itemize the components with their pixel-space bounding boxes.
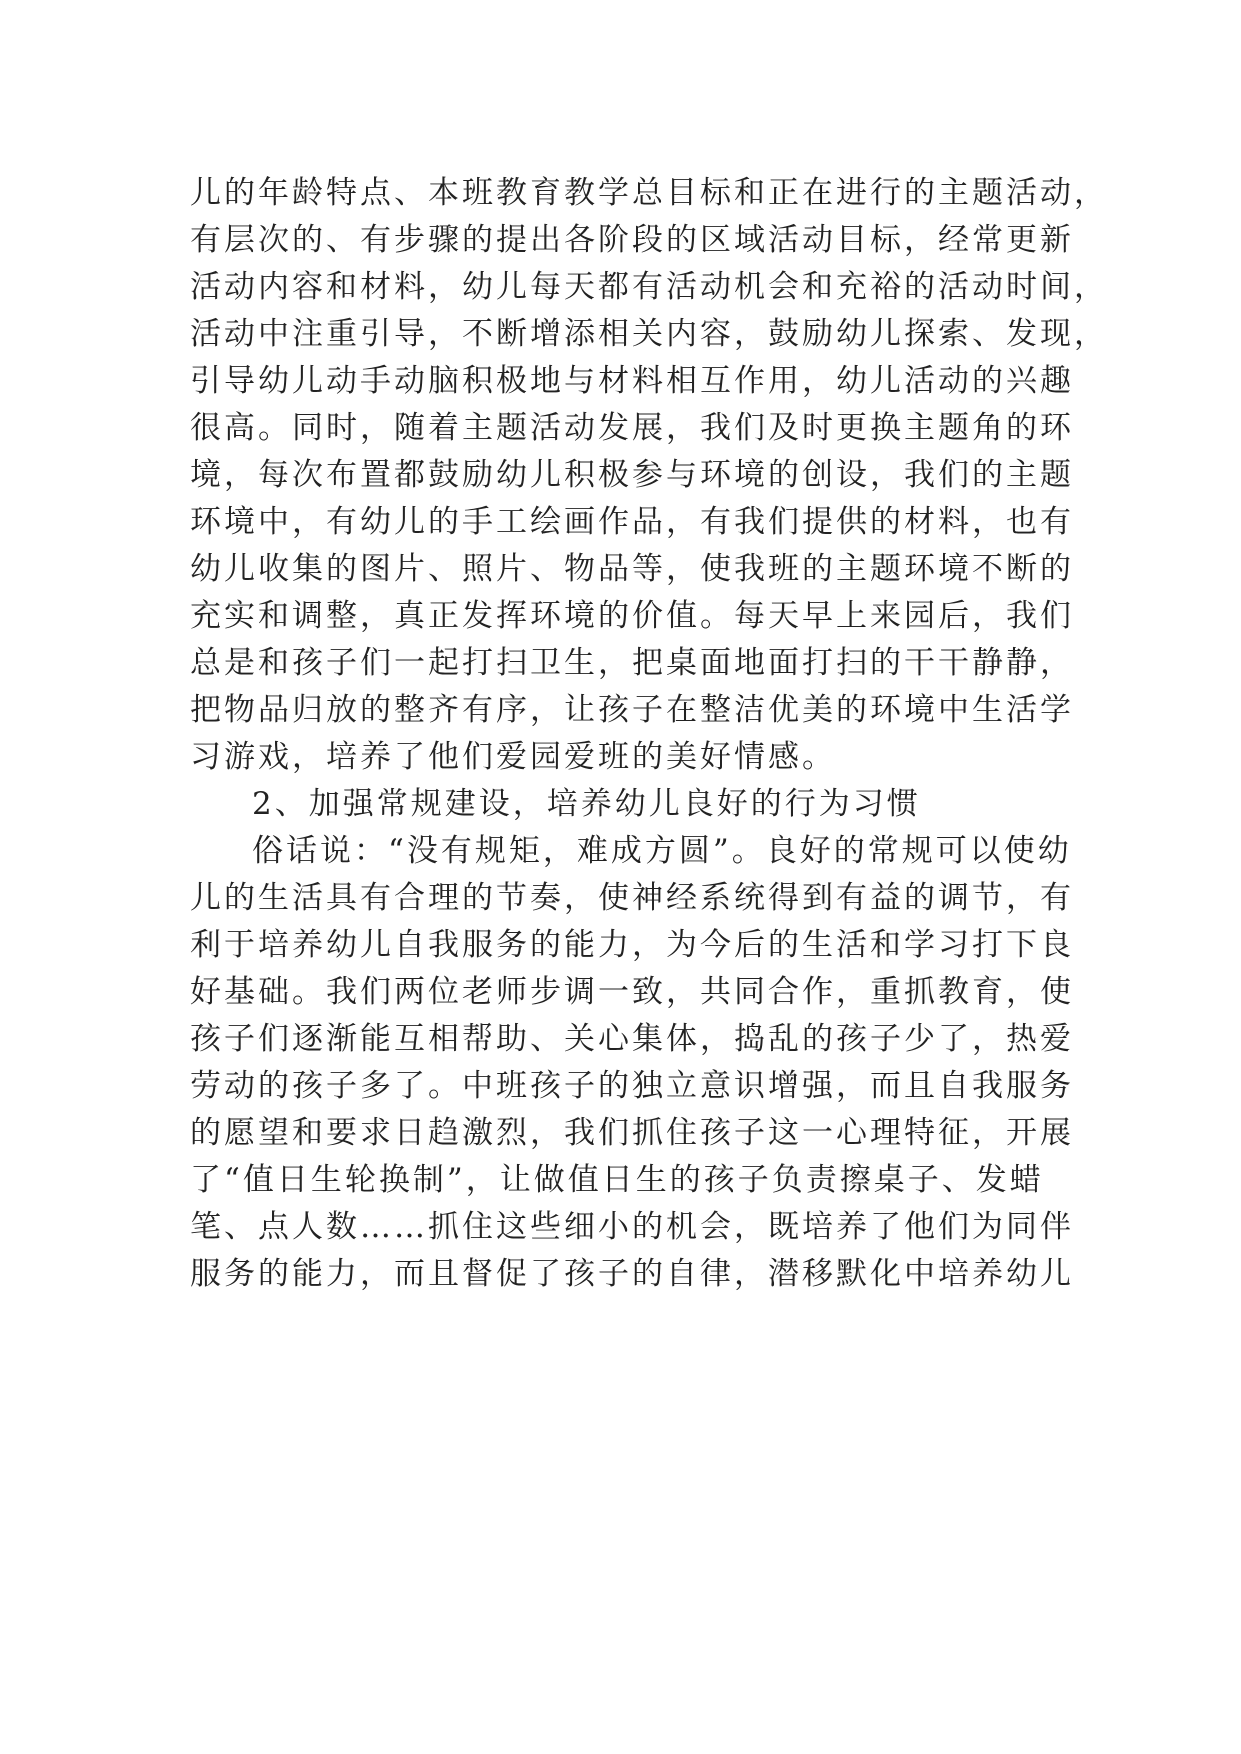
text-line: 了“值日生轮换制”，让做值日生的孩子负责擦桌子、发蜡 <box>190 1162 1044 1198</box>
text-line: 环境中，有幼儿的手工绘画作品，有我们提供的材料，也有 <box>190 504 1074 540</box>
body-text <box>190 170 1108 1298</box>
text-line: 很高。同时，随着主题活动发展，我们及时更换主题角的环 <box>190 410 1074 446</box>
text-line: 充实和调整，真正发挥环境的价值。每天早上来园后，我们 <box>190 598 1074 634</box>
text-line: 服务的能力，而且督促了孩子的自律，潜移默化中培养幼儿 <box>190 1256 1074 1292</box>
text-line: 有层次的、有步骤的提出各阶段的区域活动目标，经常更新 <box>190 222 1074 258</box>
text-line: 幼儿收集的图片、照片、物品等，使我班的主题环境不断的 <box>190 551 1074 587</box>
text-line: 的愿望和要求日趋激烈，我们抓住孩子这一心理特征，开展 <box>190 1115 1074 1151</box>
text-line: 好基础。我们两位老师步调一致，共同合作，重抓教育，使 <box>190 974 1074 1010</box>
text-line: 笔、点人数……抓住这些细小的机会，既培养了他们为同伴 <box>190 1209 1074 1245</box>
paragraph-start: 俗话说：“没有规矩，难成方圆”。良好的常规可以使幼 <box>252 833 1072 869</box>
text-line: 活动中注重引导，不断增添相关内容，鼓励幼儿探索、发现， <box>190 316 1108 352</box>
text-line: 总是和孩子们一起打扫卫生，把桌面地面打扫的干干静静， <box>190 645 1074 681</box>
text-line: 引导幼儿动手动脑积极地与材料相互作用，幼儿活动的兴趣 <box>190 363 1074 399</box>
text-line: 境，每次布置都鼓励幼儿积极参与环境的创设，我们的主题 <box>190 457 1074 493</box>
text-line: 儿的年龄特点、本班教育教学总目标和正在进行的主题活动， <box>190 175 1108 211</box>
text-line: 劳动的孩子多了。中班孩子的独立意识增强，而且自我服务 <box>190 1068 1074 1104</box>
text-line: 习游戏，培养了他们爱园爱班的美好情感。 <box>190 739 836 775</box>
text-line: 利于培养幼儿自我服务的能力，为今后的生活和学习打下良 <box>190 927 1074 963</box>
text-line: 活动内容和材料，幼儿每天都有活动机会和充裕的活动时间， <box>190 269 1108 305</box>
text-line: 儿的生活具有合理的节奏，使神经系统得到有益的调节，有 <box>190 880 1074 916</box>
text-line: 把物品归放的整齐有序，让孩子在整洁优美的环境中生活学 <box>190 692 1074 728</box>
section-heading: 2、加强常规建设，培养幼儿良好的行为习惯 <box>252 786 921 822</box>
text-line: 孩子们逐渐能互相帮助、关心集体，捣乱的孩子少了，热爱 <box>190 1021 1074 1057</box>
